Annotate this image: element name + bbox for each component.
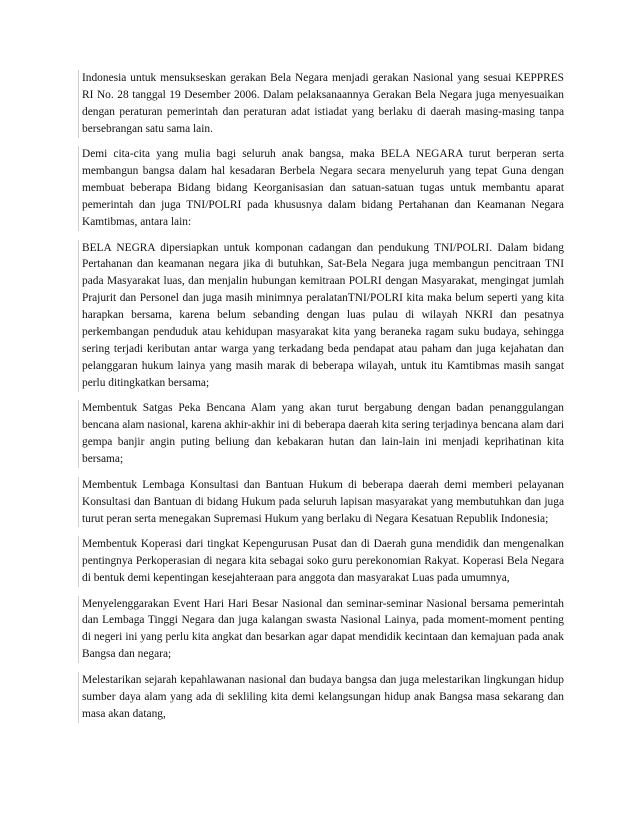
paragraph-cita-cita: Demi cita-cita yang mulia bagi seluruh anak bangsa, maka BELA NEGARA turut berperan serta membangun bangsa dalam hal kesadaran Berbela Negara secara menyeluruh yang tepat Guna dengan membuat beberapa Bidang bidang Keorganisasian dan satuan-satuan tugas untuk membantu aparat pemerintah dan juga TNI/POLRI pada khususnya dalam bidang Pertahanan dan Keamanan Negara Kamtibmas, antara lain:	[78, 146, 564, 231]
paragraph-gap	[78, 468, 564, 477]
paragraph-gap	[78, 138, 564, 147]
document-body	[78, 70, 564, 723]
paragraph-melestarikan: Melestarikan sejarah kepahlawanan nasional dan budaya bangsa dan juga melestarikan lingkungan hidup sumber daya alam yang ada di sekliling kita demi kelangsungan hidup anak Bangsa masa sekarang dan masa akan datang,	[78, 672, 564, 723]
paragraph-gap	[78, 587, 564, 596]
paragraph-gap	[78, 527, 564, 536]
paragraph-intro: Indonesia untuk mensukseskan gerakan Bela Negara menjadi gerakan Nasional yang sesuai KEPPRES RI No. 28 tanggal 19 Desember 2006. Dalam pelaksanaannya Gerakan Bela Negara juga menyesuaikan dengan peraturan pemerintah dan peraturan adat istiadat yang berlaku di daerah masing-masing tanpa bersebrangan satu sama lain.	[78, 70, 564, 138]
paragraph-koperasi: Membentuk Koperasi dari tingkat Kepengurusan Pusat dan di Daerah guna mendidik dan mengenalkan pentingnya Perkoperasian di negara kita sebagai soko guru perekonomian Rakyat. Koperasi Bela Negara di bentuk demi kepentingan kesejahteraan para anggota dan masyarakat Luas pada umumnya,	[78, 536, 564, 587]
paragraph-gap	[78, 392, 564, 401]
paragraph-bela-negra: BELA NEGRA dipersiapkan untuk komponan cadangan dan pendukung TNI/POLRI. Dalam bidang Pertahanan dan keamanan negara jika di butuhkan, Sat-Bela Negara juga membangun pencitraan TNI pada Masyarakat luas, dan menjalin hubungan kemitraan POLRI dengan Masyarakat, mengingat jumlah Prajurit dan Personel dan juga masih minimnya peralatanTNI/POLRI kita maka belum seperti yang kita harapkan bersama, karena belum sebanding dengan luas pulau di wilayah NKRI dan pesatnya perkembangan penduduk atau kehidupan masyarakat kita yang beraneka ragam suku budaya, sehingga sering terjadi keributan antar warga yang terkadang beda pendapat atau paham dan juga kejahatan dan pelanggaran hukum lainya yang masih marak di beberapa wilayah, untuk itu Kamtibmas masih sangat perlu ditingkatkan bersama;	[78, 240, 564, 392]
paragraph-satgas-bencana: Membentuk Satgas Peka Bencana Alam yang akan turut bergabung dengan badan penanggulangan bencana alam nasional, karena akhir-akhir ini di beberapa daerah kita sering terjadinya bencana alam dari gempa banjir angin puting beliung dan kebakaran hutan dan lain-lain ini menjadi keprihatinan kita bersama;	[78, 400, 564, 468]
paragraph-event-nasional: Menyelenggarakan Event Hari Hari Besar Nasional dan seminar-seminar Nasional bersama pemerintah dan Lembaga Tinggi Negara dan juga kalangan swasta Nasional Lainya, pada moment-moment penting di negeri ini yang perlu kita angkat dan besarkan agar dapat mendidik kecintaan dan kemajuan pada anak Bangsa dan negara;	[78, 596, 564, 664]
paragraph-lembaga-hukum: Membentuk Lembaga Konsultasi dan Bantuan Hukum di beberapa daerah demi memberi pelayanan Konsultasi dan Bantuan di bidang Hukum pada seluruh lapisan masyarakat yang membutuhkan dan juga turut peran serta menegakan Supremasi Hukum yang berlaku di Negara Kesatuan Republik Indonesia;	[78, 477, 564, 528]
paragraph-gap	[78, 231, 564, 240]
paragraph-gap	[78, 663, 564, 672]
